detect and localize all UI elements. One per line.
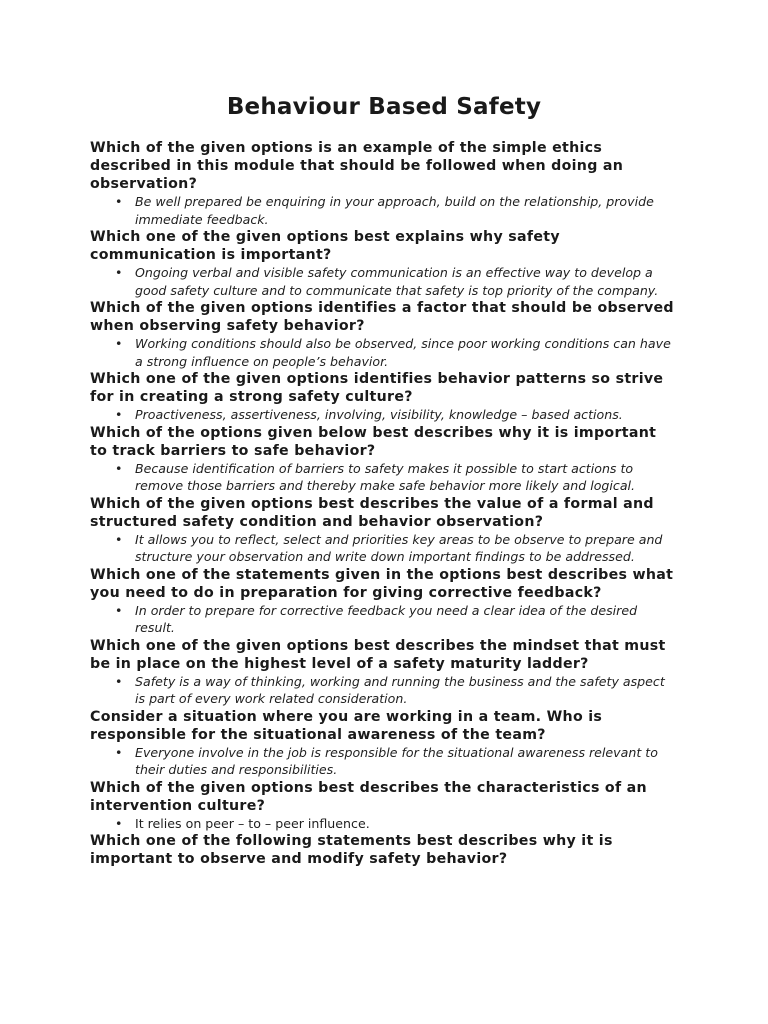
question-text: Which of the given options identifies a factor that should be observed when observing safety behavior? [90, 300, 674, 334]
question-text: Which one of the given options best explains why safety communication is important? [90, 229, 560, 263]
question-answer-list [90, 139, 678, 868]
qa-item [90, 779, 678, 833]
answer-list [90, 673, 678, 708]
question-text: Consider a situation where you are working in a team. Who is responsible for the situational awareness of the team? [90, 708, 603, 743]
qa-item [90, 637, 678, 708]
answer-list [90, 335, 678, 370]
answer-list [90, 264, 678, 299]
question-text: Which of the given options best describes the value of a formal and structured safety condition and behavior observation? [90, 495, 654, 530]
qa-item [90, 299, 678, 370]
question-text: Which one of the statements given in the options best describes what you need to do in preparation for giving corrective feedback? [90, 566, 674, 601]
qa-item [90, 139, 678, 228]
qa-item [90, 228, 678, 299]
answer-list [90, 406, 678, 424]
answer-list [90, 531, 678, 566]
qa-item [90, 370, 678, 424]
answer-list [90, 815, 678, 833]
qa-item [90, 566, 678, 637]
question-text: Which one of the given options best describes the mindset that must be in place on the highest level of a safety maturity ladder? [90, 637, 666, 672]
question-text: Which of the given options is an example of the simple ethics described in this module that should be followed when doing an observation? [90, 140, 624, 192]
answer-text: • It relies on peer – to – peer influence. [135, 815, 678, 833]
answer-text: • Because identification of barriers to safety makes it possible to start actions to remove those barriers and thereby make safe behavior more likely and logical. [135, 460, 678, 495]
qa-item [90, 708, 678, 779]
answer-text: • Everyone involve in the job is responsible for the situational awareness relevant to their duties and responsibilities. [135, 744, 678, 779]
question-text: Which one of the given options identifies behavior patterns so strive for in creating a strong safety culture? [90, 371, 664, 405]
answer-text: • Working conditions should also be observed, since poor working conditions can have a strong influence on people’s behavior. [135, 335, 678, 370]
document-title: Behaviour Based Safety [226, 94, 542, 120]
answer-text: • Proactiveness, assertiveness, involving, visibility, knowledge – based actions. [135, 406, 678, 424]
answer-list [90, 193, 678, 228]
answer-text: • Ongoing verbal and visible safety communication is an effective way to develop a good safety culture and to communicate that safety is top priority of the company. [135, 264, 678, 299]
question-text: Which of the options given below best describes why it is important to track barriers to safe behavior? [90, 424, 657, 459]
qa-item [90, 832, 678, 868]
question-text: Which of the given options best describes the characteristics of an intervention culture? [90, 779, 647, 814]
answer-list [90, 460, 678, 495]
answer-text: • In order to prepare for corrective feedback you need a clear idea of the desired result. [135, 602, 678, 637]
answer-list [90, 744, 678, 779]
answer-text: • Safety is a way of thinking, working and running the business and the safety aspect is part of every work related consideration. [135, 673, 678, 708]
qa-item [90, 424, 678, 495]
answer-text: • Be well prepared be enquiring in your approach, build on the relationship, provide immediate feedback. [135, 193, 678, 228]
answer-text: • It allows you to reflect, select and priorities key areas to be observe to prepare and structure your observation and write down important findings to be addressed. [135, 531, 678, 566]
qa-item [90, 495, 678, 566]
question-text: Which one of the following statements best describes why it is important to observe and modify safety behavior? [90, 833, 613, 867]
answer-list [90, 602, 678, 637]
